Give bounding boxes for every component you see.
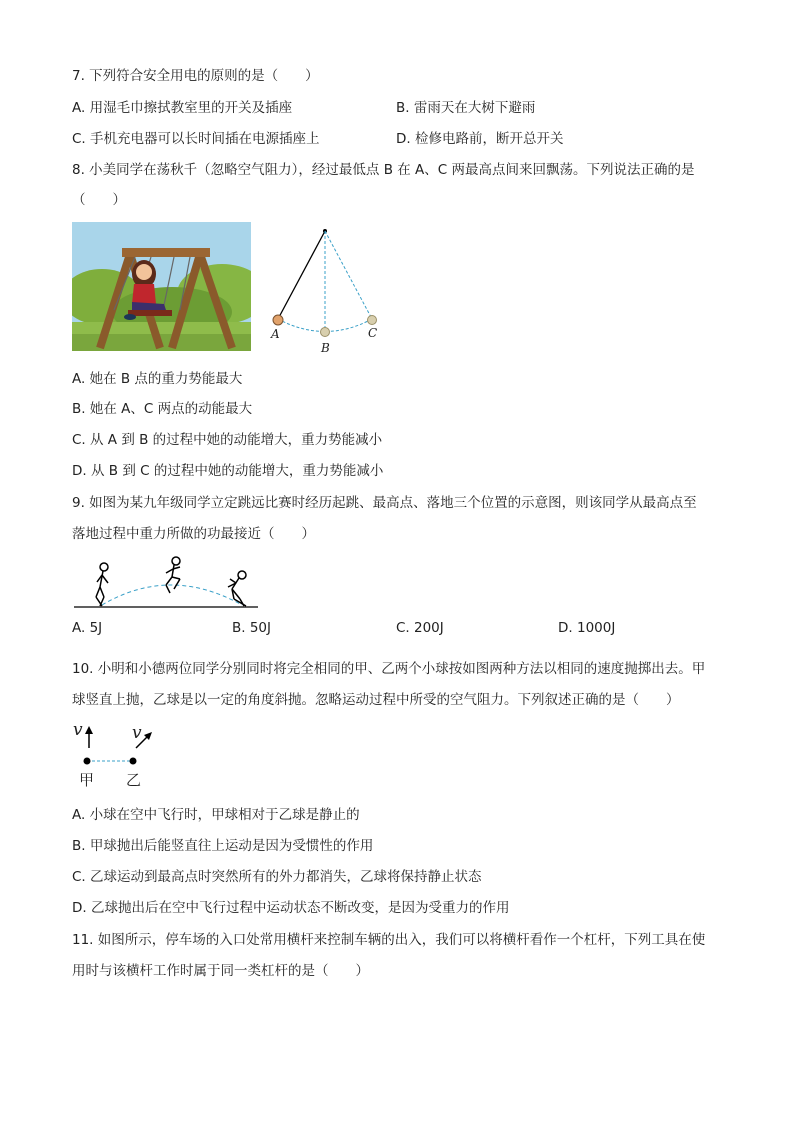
q10-option-a: A. 小球在空中飞行时，甲球相对于乙球是静止的 bbox=[72, 807, 360, 823]
ball-label-jia: 甲 bbox=[79, 771, 95, 789]
pendulum-label-b: B bbox=[321, 341, 330, 355]
q9-option-d: D. 1000J bbox=[558, 620, 616, 636]
q9-option-a: A. 5J bbox=[72, 620, 103, 636]
q11-stem-line1: 11. 如图所示，停车场的入口处常用横杆来控制车辆的出入，我们可以将横杆看作一个杠杆，下列工具在使 bbox=[72, 932, 706, 948]
q7-option-d: D. 检修电路前，断开总开关 bbox=[396, 131, 564, 147]
q7-option-b: B. 雷雨天在大树下避雨 bbox=[396, 100, 536, 116]
q8-option-b: B. 她在 A、C 两点的动能最大 bbox=[72, 401, 253, 417]
q10-stem-line2: 球竖直上抛，乙球是以一定的角度斜抛。忽略运动过程中所受的空气阻力。下列叙述正确的是（ ） bbox=[72, 692, 680, 708]
q8-option-a: A. 她在 B 点的重力势能最大 bbox=[72, 371, 243, 387]
long-jump-diagram bbox=[72, 555, 262, 613]
q9-option-c: C. 200J bbox=[396, 620, 444, 636]
q7-option-a: A. 用湿毛巾擦拭教室里的开关及插座 bbox=[72, 100, 293, 116]
q10-option-b: B. 甲球抛出后能竖直往上运动是因为受惯性的作用 bbox=[72, 838, 374, 854]
q10-option-c: C. 乙球运动到最高点时突然所有的外力都消失，乙球将保持静止状态 bbox=[72, 869, 482, 885]
q10-option-d: D. 乙球抛出后在空中飞行过程中运动状态不断改变，是因为受重力的作用 bbox=[72, 900, 510, 916]
velocity-label-yi: v bbox=[132, 723, 142, 743]
ball-label-yi: 乙 bbox=[126, 771, 142, 789]
q8-option-c: C. 从 A 到 B 的过程中她的动能增大，重力势能减小 bbox=[72, 432, 383, 448]
q8-stem-line2: （ ） bbox=[72, 192, 126, 208]
q8-stem-line1: 8. 小美同学在荡秋千（忽略空气阻力），经过最低点 B 在 A、C 两最高点间来回飘荡。下列说法正确的是 bbox=[72, 162, 695, 178]
q7-option-c: C. 手机充电器可以长时间插在电源插座上 bbox=[72, 131, 320, 147]
q11-stem-line2: 用时与该横杆工作时属于同一类杠杆的是（ ） bbox=[72, 963, 369, 979]
velocity-label-jia: v bbox=[73, 720, 83, 740]
pendulum-label-c: C bbox=[368, 326, 378, 340]
swing-photo bbox=[72, 222, 251, 351]
q8-option-d: D. 从 B 到 C 的过程中她的动能增大，重力势能减小 bbox=[72, 463, 384, 479]
q9-stem-line2: 落地过程中重力所做的功最接近（ ） bbox=[72, 526, 315, 542]
pendulum-label-a: A bbox=[271, 327, 280, 341]
q7-stem: 7. 下列符合安全用电的原则的是（ ） bbox=[72, 68, 319, 84]
q9-stem-line1: 9. 如图为某九年级同学立定跳远比赛时经历起跳、最高点、落地三个位置的示意图，则该同学从最高点至 bbox=[72, 495, 697, 511]
q10-stem-line1: 10. 小明和小德两位同学分别同时将完全相同的甲、乙两个小球按如图两种方法以相同的速度抛掷出去。甲 bbox=[72, 661, 706, 677]
q9-option-b: B. 50J bbox=[232, 620, 272, 636]
